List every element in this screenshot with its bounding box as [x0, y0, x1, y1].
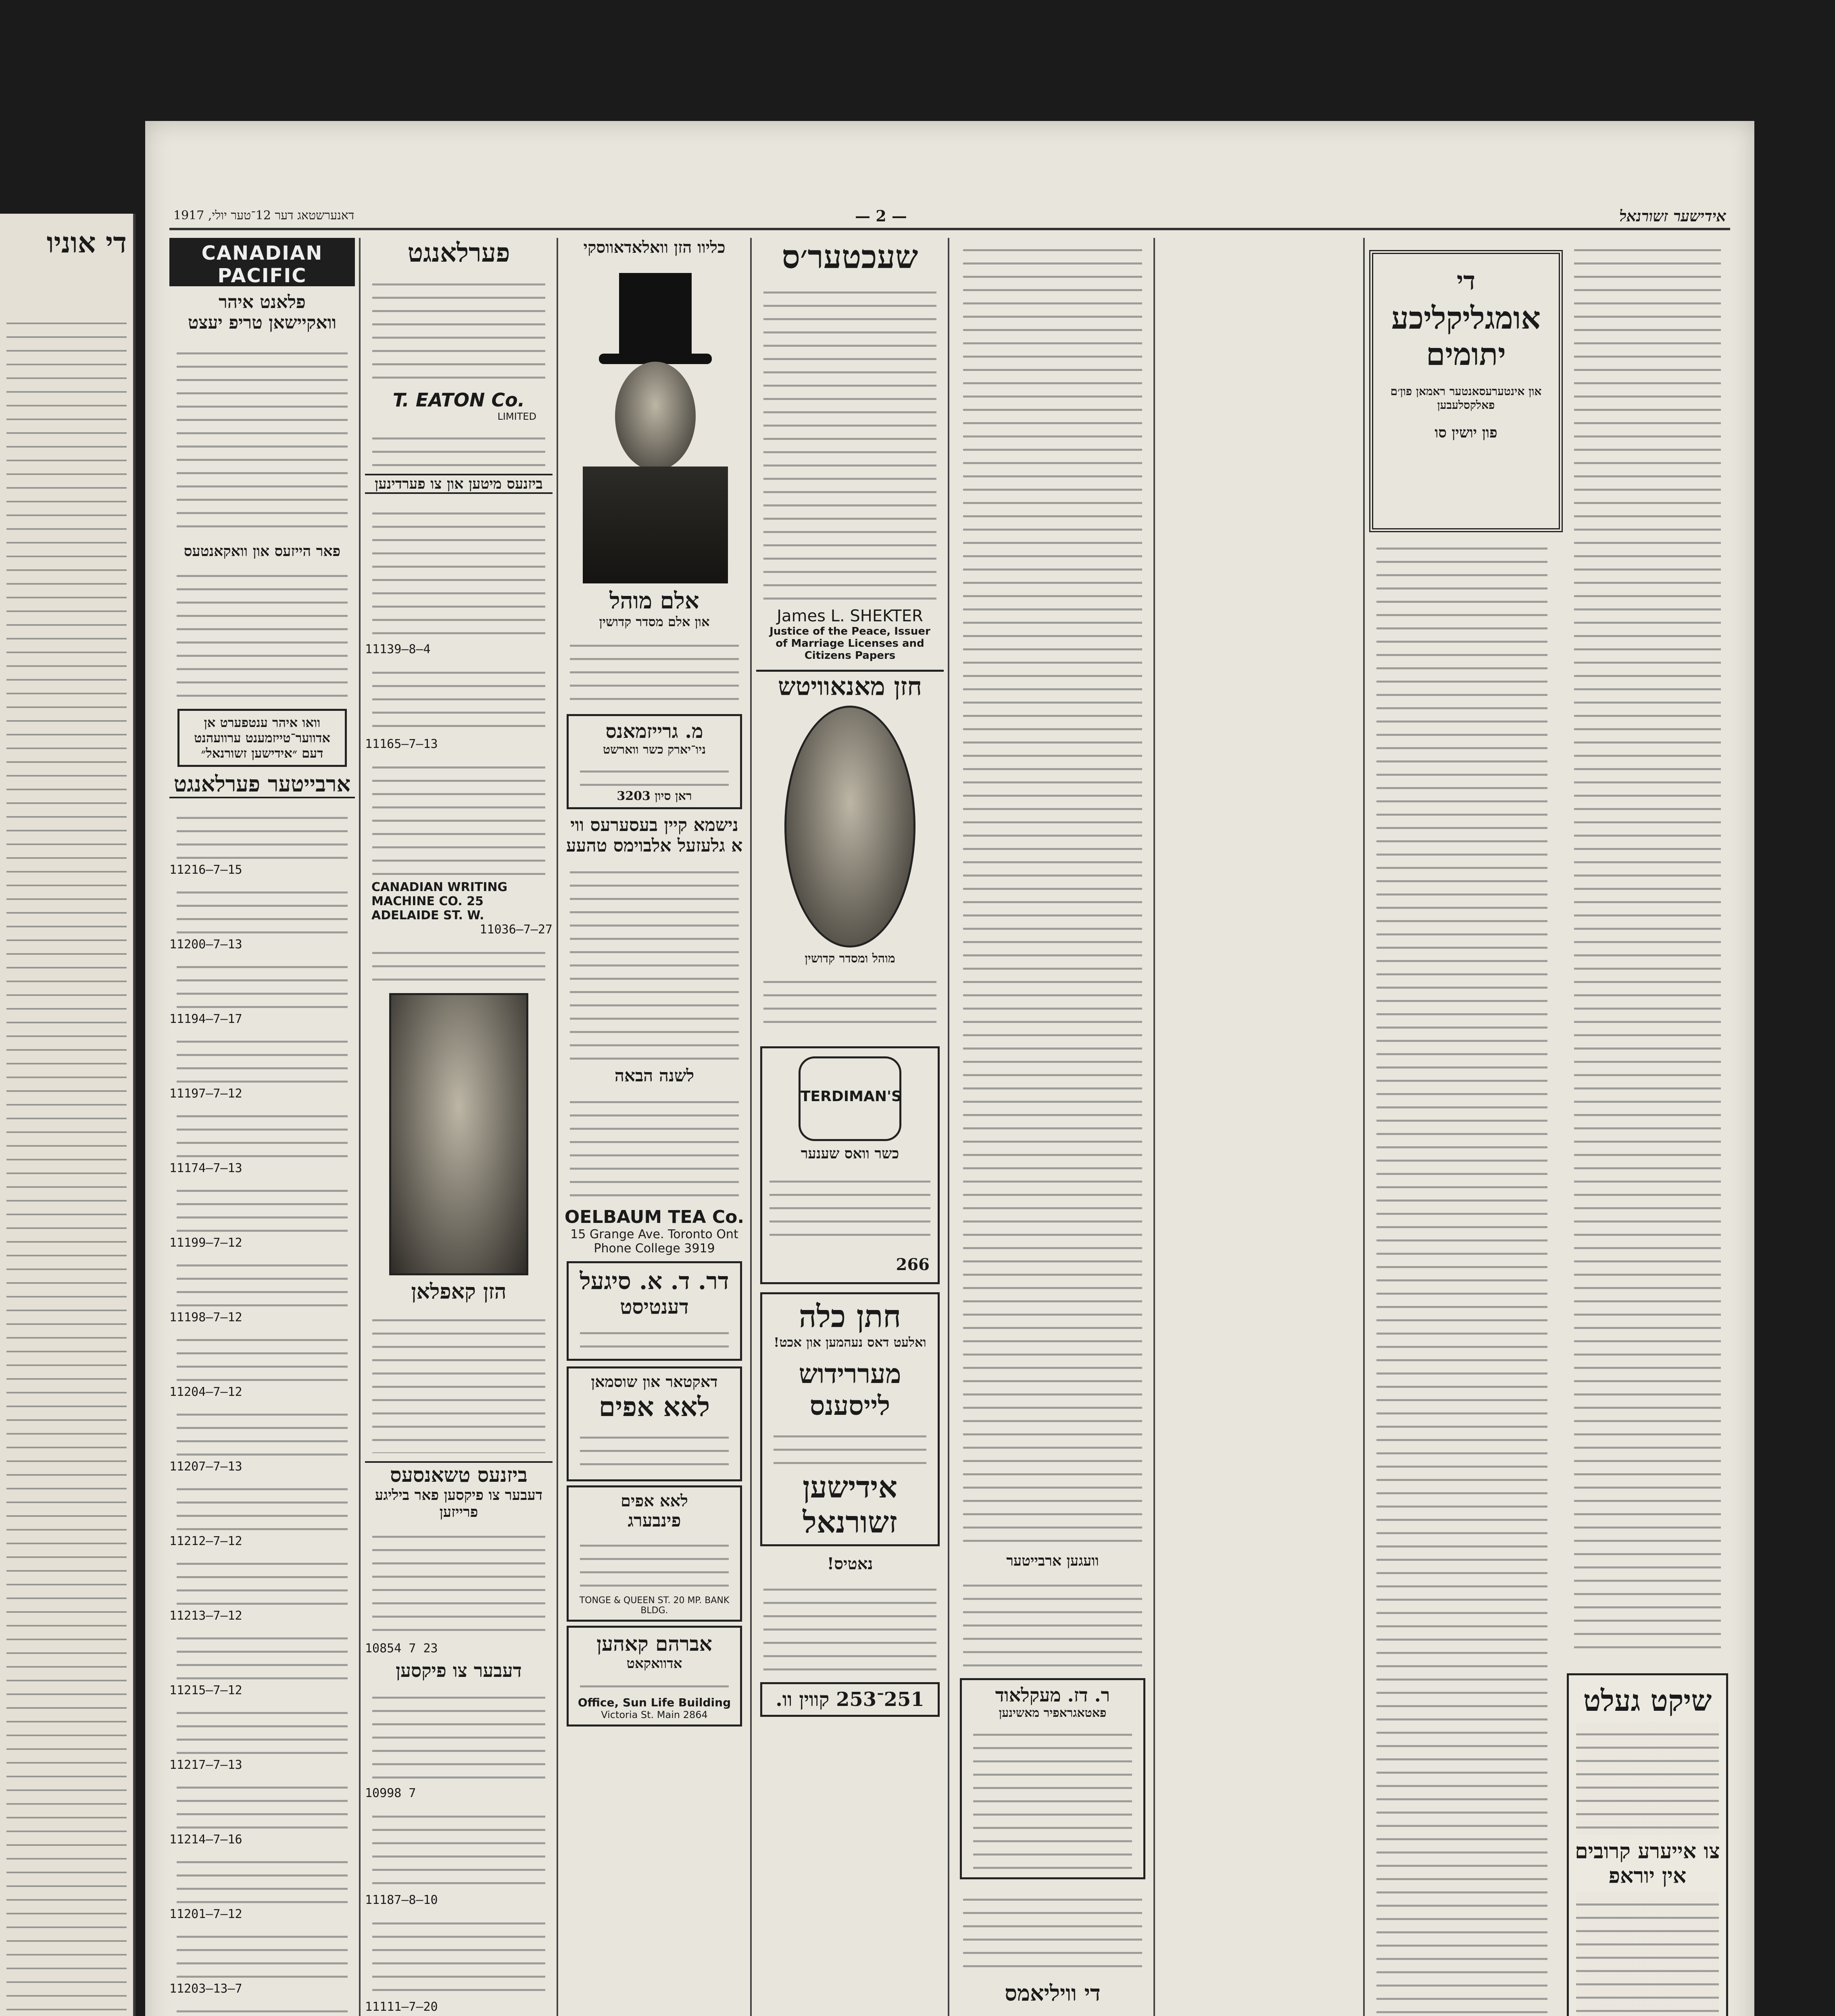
- doctor-ad: [567, 1366, 742, 1481]
- tea-body-2: [563, 1086, 746, 1207]
- business-heading: ביזנעס מיטען און צו פערדינען: [365, 474, 553, 494]
- mcleod-ad: [960, 1678, 1145, 1879]
- canadian-pacific-logo: CANADIAN PACIFIC: [169, 238, 355, 286]
- serial-author: פון יושין סו: [1435, 424, 1497, 441]
- business-body-3: [365, 751, 553, 880]
- sausage-body: [573, 757, 736, 789]
- classified-code: 11036—7—27: [480, 923, 553, 937]
- terdimans-ad: [760, 1046, 940, 1284]
- workers-body: [956, 1569, 1149, 1674]
- license-body: [766, 1422, 934, 1470]
- send-money-sub: צו אייערע קרובים אין יוראפ: [1575, 1839, 1720, 1888]
- classified-text: [169, 1623, 355, 1683]
- address-box: [760, 1682, 940, 1717]
- column-rule: [750, 238, 752, 2016]
- section-body: [169, 560, 355, 705]
- newspaper-page: [145, 121, 1754, 2016]
- business-body-2: [365, 656, 553, 737]
- sausage-sub: ניו־יארק כשר ווארשט: [603, 743, 706, 757]
- doctor-heading: דאקטאר און שוסמאן: [591, 1372, 718, 1391]
- neighboring-page: [0, 214, 136, 2016]
- classified-code: 11207—7—13: [169, 1460, 242, 1474]
- top-hat-portrait: [563, 257, 746, 587]
- workers-heading: וועגען ארבייטער: [1006, 1552, 1099, 1569]
- send-money-body-2: [1569, 1888, 1726, 2016]
- classified-entry: [169, 1548, 355, 1623]
- classified-entry: [169, 1325, 355, 1399]
- notice-heading: נאטיס!: [827, 1554, 873, 1573]
- classified-entry: [169, 1697, 355, 1772]
- mcleod-sub: פאטאגראפיר מאשינען: [999, 1706, 1107, 1720]
- masthead-date: דאנערשטאג דער 12־טער יולי, 1917: [173, 208, 354, 223]
- business-chances-heading: ביזנעס טשאנסעס: [365, 1461, 553, 1487]
- classified-text: [169, 952, 355, 1012]
- classified-entry: [169, 1847, 355, 1921]
- classified-code: 11216—7—15: [169, 863, 242, 877]
- face: [615, 362, 696, 471]
- classified-code: 11204—7—12: [169, 1385, 242, 1399]
- typewriter-body: [365, 937, 553, 989]
- wine-address: TONGE & QUEEN ST. 20 MP. BANK BLDG.: [579, 1595, 730, 1616]
- eaton-body: [365, 422, 553, 471]
- column-rule: [948, 238, 949, 2016]
- lawyer-office-2: Victoria St. Main 2864: [601, 1709, 708, 1720]
- cantor-portrait: [784, 706, 915, 948]
- dentist-title: דענטיסט: [620, 1295, 689, 1318]
- classified-code: 11200—7—13: [169, 937, 242, 952]
- star-of-david-emblem: [799, 1056, 901, 1141]
- wanted-heading: פערלאנגט: [407, 238, 510, 268]
- mohel-body: [563, 629, 746, 710]
- classified-entry: [169, 1921, 355, 1996]
- neighbor-headline: די אוניו: [46, 226, 127, 259]
- mohel-sub: און אלם מסדר קדושין: [599, 614, 710, 629]
- cp-headline-2: וואקיישאן טריפ יעצט: [188, 312, 337, 333]
- sausage-heading: מ. גרייזמאנס: [605, 720, 703, 743]
- serial-title: אומגליקליכע יתומים: [1391, 300, 1541, 372]
- shekter-body: [756, 276, 944, 607]
- bride-groom-heading: חתן כלה: [799, 1298, 901, 1334]
- kosher-heading: כשר וואס שענער: [801, 1145, 899, 1162]
- column-rule: [359, 238, 361, 2016]
- classified-entry: [169, 1026, 355, 1101]
- fixing-body-3: [365, 1907, 553, 2000]
- column-5-text: [956, 1883, 1149, 1980]
- eaton-logo: T. EATON Co.: [392, 389, 525, 411]
- classified-text: [169, 877, 355, 937]
- business-chances-sub: דעבער צו פיקסען פאר ביליגע פרייזען: [375, 1487, 543, 1520]
- cantor-sub: מוהל ומסדר קדושין: [805, 952, 895, 966]
- classified-code: 10854 7 23: [365, 1641, 438, 1656]
- cp-headline: פלאנט איהר: [219, 292, 306, 312]
- classified-text: [169, 1474, 355, 1534]
- classified-text: [169, 1175, 355, 1236]
- classified-code: 11215—7—12: [169, 1683, 242, 1697]
- column-2: [365, 238, 553, 2016]
- classified-text: [169, 1026, 355, 1087]
- send-money-body: [1569, 1718, 1726, 1839]
- paper-name: אידישען זשורנאל: [802, 1470, 898, 1540]
- classified-code: 11187—8—10: [365, 1893, 438, 1907]
- classified-code: 11217—7—13: [169, 1758, 242, 1772]
- classified-entry: [169, 1250, 355, 1325]
- classified-entry: [169, 952, 355, 1026]
- fixing-heading: דעבער צו פיקסען: [396, 1660, 522, 1681]
- column-rule: [557, 238, 558, 2016]
- dentist-body: [573, 1318, 736, 1355]
- shekter-headline: שעכטער׳ס: [782, 238, 918, 276]
- mcleod-body: [966, 1720, 1139, 1873]
- classified-entry: [169, 802, 355, 877]
- wine-ad: [567, 1485, 742, 1622]
- top-hat: [619, 273, 692, 358]
- classified-text: [169, 1250, 355, 1310]
- doctor-big: לאא אפים: [598, 1391, 710, 1422]
- eaton-limited: LIMITED: [497, 411, 536, 422]
- sausage-ad: [567, 714, 742, 809]
- classified-text: [169, 1921, 355, 1982]
- portrait-frame: [365, 989, 553, 1279]
- classified-code: 11214—7—16: [169, 1833, 242, 1847]
- shekter-title: Justice of the Peace, Issuer of Marriage Licenses and Citizens Papers: [769, 625, 930, 662]
- lawyer-ad: [567, 1626, 742, 1727]
- sausage-phone: ראן סיון 3203: [617, 789, 692, 803]
- classified-entry: [169, 1772, 355, 1847]
- serial-text-2: [1567, 238, 1728, 1657]
- wine-body: [573, 1531, 736, 1595]
- classified-entry: [169, 1474, 355, 1548]
- marriage-license: מעררידוש לייסענס: [799, 1358, 901, 1421]
- classified-code: 11199—7—12: [169, 1236, 242, 1250]
- portrait-body: [365, 1304, 553, 1457]
- cantor-body: [756, 966, 944, 1038]
- classified-code: 11203—13—7: [169, 1982, 242, 1996]
- classified-code: 11194—7—17: [169, 1012, 242, 1026]
- classified-entry: [169, 1175, 355, 1250]
- column-6: [1369, 238, 1732, 2016]
- classified-text: [169, 1847, 355, 1907]
- doctor-body: [573, 1423, 736, 1475]
- column-3: [563, 238, 746, 2016]
- cantor-name: חזן מאנאוויטש: [756, 670, 944, 702]
- coat: [583, 467, 728, 583]
- classified-text: [169, 1996, 355, 2016]
- classified-text: [169, 802, 355, 863]
- fixing-body: [365, 1681, 553, 1786]
- wine-heading: לאא אפים: [621, 1491, 688, 1510]
- fixing-body-2: [365, 1800, 553, 1893]
- next-year: לשנה הבאה: [614, 1066, 694, 1085]
- portrait-caption: כליוו הזן וואלאדאווסקי: [583, 238, 726, 257]
- bride-groom-sub: ואלעט דאס נעהמען און אכט!: [774, 1335, 926, 1350]
- column-classifieds: [169, 238, 355, 2016]
- classified-text: [169, 1697, 355, 1758]
- classified-code: 11139—8—4: [365, 642, 431, 656]
- serial-title-frame: [1369, 250, 1563, 532]
- classified-text: [169, 1399, 355, 1460]
- wanted-body: [365, 268, 553, 389]
- terdimans-body: [769, 1169, 930, 1246]
- cantor-portrait-frame: [756, 702, 944, 952]
- shekter-name: James L. SHEKTER: [777, 607, 923, 625]
- classified-code: 11165—7—13: [365, 737, 438, 751]
- terdimans-code: 266: [896, 1255, 930, 1274]
- masthead-title: אידישער זשורנאל: [1619, 207, 1726, 225]
- address-phone: 251־253 קווין וו.: [776, 1688, 924, 1711]
- classified-title: ארבייטער פערלאנגט: [169, 771, 355, 798]
- cp-body: [169, 333, 355, 543]
- dentist-ad: [567, 1261, 742, 1361]
- bride-groom-ad: [760, 1292, 940, 1546]
- oelbaum-name: OELBAUM TEA Co.: [564, 1207, 744, 1227]
- classified-code: 11111—7—20: [365, 2000, 438, 2014]
- serial-subtitle: און אינטערעסאנטער ראמאן פון׳ם פאלקסלעבען: [1390, 385, 1542, 412]
- serial-di: די: [1456, 266, 1476, 296]
- classified-entry: [169, 1623, 355, 1697]
- lawyer-name: אברהם קאהען: [596, 1632, 712, 1656]
- classified-lead: וואו איהר ענטפערט אן אדווער־טייזמענט ערוועהנט דעם ״אידישען זשורנאל״: [194, 715, 330, 761]
- classified-text: [169, 1101, 355, 1161]
- portrait-kaplan: [389, 993, 528, 1275]
- column-rule: [1153, 238, 1155, 2016]
- classified-text: [169, 1548, 355, 1609]
- classified-text: [169, 1325, 355, 1385]
- send-money-heading: שיקט געלט: [1583, 1683, 1712, 1718]
- classified-code: 11213—7—12: [169, 1609, 242, 1623]
- classified-code: 11201—7—12: [169, 1907, 242, 1921]
- lawyer-office: Office, Sun Life Building: [578, 1696, 731, 1709]
- classified-lead-box: [177, 709, 347, 767]
- classified-entry: [169, 1996, 355, 2016]
- classified-list: [169, 802, 355, 2016]
- classified-entry: [169, 877, 355, 952]
- classified-code: 11198—7—12: [169, 1310, 242, 1325]
- classified-text: [169, 1772, 355, 1833]
- tea-body: [563, 856, 746, 1066]
- column-4: [756, 238, 944, 2016]
- classified-entry: [169, 1399, 355, 1474]
- story-continuation: [956, 238, 1149, 1552]
- classified-code: 10998 7: [365, 1786, 416, 1800]
- business-chances-body: [365, 1520, 553, 1641]
- neighbor-text: [6, 310, 127, 2016]
- classified-entry: [169, 1101, 355, 1175]
- send-money-ad: [1567, 1673, 1728, 2016]
- mcleod-name: ר. דז. מעקלאוד: [995, 1684, 1110, 1706]
- portrait-name: הזן קאפלאן: [411, 1279, 507, 1304]
- column-5: [956, 238, 1149, 2016]
- wine-sub: פינבערג: [628, 1510, 681, 1531]
- notice-body: [756, 1573, 944, 1678]
- classified-code: 11174—7—13: [169, 1161, 242, 1175]
- lawyer-title: אדוואקאט: [626, 1656, 682, 1672]
- masthead: [169, 204, 1730, 230]
- williams-body: [956, 2006, 1149, 2016]
- column-rule: [1363, 238, 1365, 2016]
- masthead-page-number: — 2 —: [855, 207, 907, 225]
- tea-headline: נישמא קיין בעסערעס ווי א גלעזעל אלבוימס טהעע: [566, 815, 743, 856]
- classified-code: 11212—7—12: [169, 1534, 242, 1548]
- section-heading: פאר הייזעס און וואקאנטעס: [184, 543, 341, 560]
- dentist-name: דר. ד. א. סיגעל: [580, 1267, 729, 1295]
- fixing-body-4: [365, 2014, 553, 2016]
- classified-code: 11197—7—12: [169, 1087, 242, 1101]
- oelbaum-phone: Phone College 3919: [594, 1241, 715, 1256]
- oelbaum-address: 15 Grange Ave. Toronto Ont: [570, 1227, 738, 1241]
- serial-text: [1369, 536, 1555, 2016]
- lawyer-body: [573, 1672, 736, 1696]
- mohel-name: אלם מוהל: [609, 587, 699, 614]
- typewriter-ad: CANADIAN WRITING MACHINE CO. 25 ADELAIDE ST. W.: [371, 880, 508, 923]
- business-body: [365, 497, 553, 642]
- terdimans-name: TERDIMAN'S: [801, 1088, 902, 1105]
- williams-heading: די וויליאמס: [1005, 1980, 1101, 2006]
